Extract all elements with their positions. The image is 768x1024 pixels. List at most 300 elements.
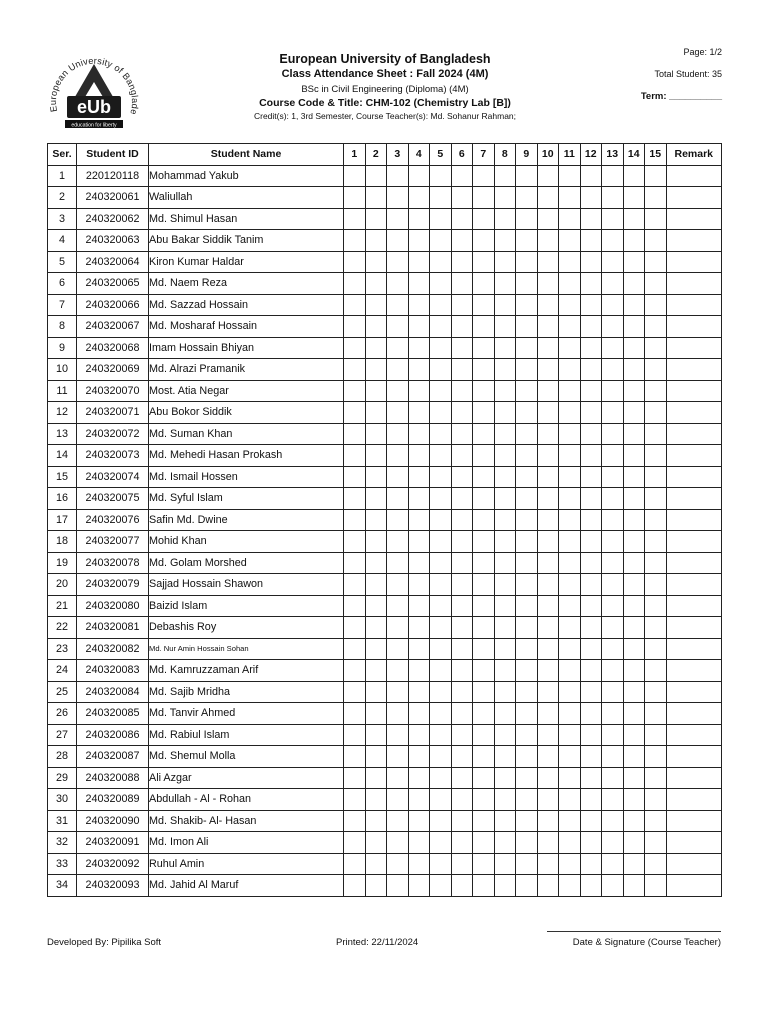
attendance-cell[interactable] — [623, 595, 645, 617]
attendance-cell[interactable] — [430, 466, 452, 488]
attendance-cell[interactable] — [473, 660, 495, 682]
attendance-cell[interactable] — [408, 187, 430, 209]
attendance-cell[interactable] — [473, 466, 495, 488]
attendance-cell[interactable] — [602, 466, 624, 488]
attendance-cell[interactable] — [602, 445, 624, 467]
attendance-cell[interactable] — [387, 789, 409, 811]
attendance-cell[interactable] — [387, 746, 409, 768]
attendance-cell[interactable] — [408, 810, 430, 832]
attendance-cell[interactable] — [623, 789, 645, 811]
attendance-cell[interactable] — [559, 703, 581, 725]
attendance-cell[interactable] — [430, 681, 452, 703]
attendance-cell[interactable] — [387, 187, 409, 209]
attendance-cell[interactable] — [516, 767, 538, 789]
attendance-cell[interactable] — [645, 316, 667, 338]
attendance-cell[interactable] — [430, 617, 452, 639]
attendance-cell[interactable] — [494, 810, 516, 832]
attendance-cell[interactable] — [559, 617, 581, 639]
attendance-cell[interactable] — [537, 337, 559, 359]
attendance-cell[interactable] — [537, 423, 559, 445]
attendance-cell[interactable] — [580, 445, 602, 467]
attendance-cell[interactable] — [580, 810, 602, 832]
attendance-cell[interactable] — [408, 832, 430, 854]
attendance-cell[interactable] — [623, 423, 645, 445]
attendance-cell[interactable] — [430, 552, 452, 574]
attendance-cell[interactable] — [494, 853, 516, 875]
attendance-cell[interactable] — [494, 402, 516, 424]
attendance-cell[interactable] — [451, 832, 473, 854]
attendance-cell[interactable] — [473, 359, 495, 381]
attendance-cell[interactable] — [559, 531, 581, 553]
attendance-cell[interactable] — [408, 445, 430, 467]
attendance-cell[interactable] — [494, 165, 516, 187]
attendance-cell[interactable] — [516, 574, 538, 596]
attendance-cell[interactable] — [494, 466, 516, 488]
attendance-cell[interactable] — [623, 681, 645, 703]
attendance-cell[interactable] — [516, 703, 538, 725]
attendance-cell[interactable] — [623, 853, 645, 875]
attendance-cell[interactable] — [430, 832, 452, 854]
attendance-cell[interactable] — [365, 703, 387, 725]
attendance-cell[interactable] — [365, 595, 387, 617]
attendance-cell[interactable] — [494, 832, 516, 854]
attendance-cell[interactable] — [387, 423, 409, 445]
attendance-cell[interactable] — [451, 316, 473, 338]
attendance-cell[interactable] — [430, 767, 452, 789]
remark-cell[interactable] — [666, 208, 722, 230]
attendance-cell[interactable] — [580, 337, 602, 359]
attendance-cell[interactable] — [623, 273, 645, 295]
attendance-cell[interactable] — [473, 208, 495, 230]
attendance-cell[interactable] — [602, 832, 624, 854]
attendance-cell[interactable] — [387, 359, 409, 381]
attendance-cell[interactable] — [494, 574, 516, 596]
remark-cell[interactable] — [666, 853, 722, 875]
attendance-cell[interactable] — [451, 638, 473, 660]
attendance-cell[interactable] — [365, 638, 387, 660]
attendance-cell[interactable] — [494, 509, 516, 531]
attendance-cell[interactable] — [430, 208, 452, 230]
attendance-cell[interactable] — [365, 746, 387, 768]
attendance-cell[interactable] — [559, 316, 581, 338]
remark-cell[interactable] — [666, 660, 722, 682]
attendance-cell[interactable] — [516, 832, 538, 854]
attendance-cell[interactable] — [473, 853, 495, 875]
attendance-cell[interactable] — [537, 230, 559, 252]
attendance-cell[interactable] — [602, 638, 624, 660]
attendance-cell[interactable] — [365, 273, 387, 295]
remark-cell[interactable] — [666, 617, 722, 639]
attendance-cell[interactable] — [451, 423, 473, 445]
attendance-cell[interactable] — [387, 832, 409, 854]
attendance-cell[interactable] — [537, 187, 559, 209]
attendance-cell[interactable] — [365, 789, 387, 811]
attendance-cell[interactable] — [623, 660, 645, 682]
attendance-cell[interactable] — [580, 165, 602, 187]
remark-cell[interactable] — [666, 423, 722, 445]
attendance-cell[interactable] — [602, 789, 624, 811]
attendance-cell[interactable] — [408, 746, 430, 768]
attendance-cell[interactable] — [430, 531, 452, 553]
attendance-cell[interactable] — [645, 660, 667, 682]
attendance-cell[interactable] — [580, 359, 602, 381]
attendance-cell[interactable] — [430, 230, 452, 252]
remark-cell[interactable] — [666, 359, 722, 381]
attendance-cell[interactable] — [645, 380, 667, 402]
attendance-cell[interactable] — [516, 595, 538, 617]
attendance-cell[interactable] — [645, 208, 667, 230]
attendance-cell[interactable] — [537, 638, 559, 660]
attendance-cell[interactable] — [580, 402, 602, 424]
attendance-cell[interactable] — [623, 810, 645, 832]
remark-cell[interactable] — [666, 810, 722, 832]
attendance-cell[interactable] — [494, 681, 516, 703]
remark-cell[interactable] — [666, 574, 722, 596]
attendance-cell[interactable] — [430, 638, 452, 660]
attendance-cell[interactable] — [516, 681, 538, 703]
attendance-cell[interactable] — [580, 531, 602, 553]
attendance-cell[interactable] — [494, 789, 516, 811]
attendance-cell[interactable] — [451, 466, 473, 488]
attendance-cell[interactable] — [387, 466, 409, 488]
attendance-cell[interactable] — [559, 466, 581, 488]
attendance-cell[interactable] — [516, 810, 538, 832]
attendance-cell[interactable] — [516, 208, 538, 230]
remark-cell[interactable] — [666, 316, 722, 338]
attendance-cell[interactable] — [451, 703, 473, 725]
attendance-cell[interactable] — [623, 380, 645, 402]
remark-cell[interactable] — [666, 875, 722, 897]
attendance-cell[interactable] — [473, 402, 495, 424]
attendance-cell[interactable] — [602, 359, 624, 381]
attendance-cell[interactable] — [344, 531, 366, 553]
attendance-cell[interactable] — [408, 208, 430, 230]
attendance-cell[interactable] — [537, 660, 559, 682]
attendance-cell[interactable] — [494, 552, 516, 574]
attendance-cell[interactable] — [365, 294, 387, 316]
remark-cell[interactable] — [666, 552, 722, 574]
attendance-cell[interactable] — [365, 423, 387, 445]
attendance-cell[interactable] — [344, 832, 366, 854]
attendance-cell[interactable] — [645, 230, 667, 252]
attendance-cell[interactable] — [430, 509, 452, 531]
attendance-cell[interactable] — [365, 832, 387, 854]
remark-cell[interactable] — [666, 187, 722, 209]
attendance-cell[interactable] — [387, 681, 409, 703]
attendance-cell[interactable] — [537, 767, 559, 789]
attendance-cell[interactable] — [344, 810, 366, 832]
attendance-cell[interactable] — [645, 853, 667, 875]
attendance-cell[interactable] — [387, 767, 409, 789]
attendance-cell[interactable] — [473, 531, 495, 553]
attendance-cell[interactable] — [580, 638, 602, 660]
attendance-cell[interactable] — [387, 703, 409, 725]
attendance-cell[interactable] — [580, 294, 602, 316]
attendance-cell[interactable] — [623, 251, 645, 273]
attendance-cell[interactable] — [516, 617, 538, 639]
attendance-cell[interactable] — [408, 703, 430, 725]
attendance-cell[interactable] — [365, 488, 387, 510]
attendance-cell[interactable] — [344, 466, 366, 488]
attendance-cell[interactable] — [602, 810, 624, 832]
attendance-cell[interactable] — [365, 337, 387, 359]
attendance-cell[interactable] — [344, 703, 366, 725]
attendance-cell[interactable] — [602, 617, 624, 639]
attendance-cell[interactable] — [537, 875, 559, 897]
attendance-cell[interactable] — [537, 810, 559, 832]
attendance-cell[interactable] — [559, 595, 581, 617]
attendance-cell[interactable] — [365, 574, 387, 596]
attendance-cell[interactable] — [516, 660, 538, 682]
attendance-cell[interactable] — [516, 402, 538, 424]
attendance-cell[interactable] — [387, 251, 409, 273]
attendance-cell[interactable] — [494, 380, 516, 402]
attendance-cell[interactable] — [580, 853, 602, 875]
attendance-cell[interactable] — [473, 875, 495, 897]
attendance-cell[interactable] — [494, 724, 516, 746]
attendance-cell[interactable] — [473, 488, 495, 510]
remark-cell[interactable] — [666, 380, 722, 402]
attendance-cell[interactable] — [473, 337, 495, 359]
attendance-cell[interactable] — [516, 380, 538, 402]
attendance-cell[interactable] — [623, 617, 645, 639]
attendance-cell[interactable] — [451, 488, 473, 510]
attendance-cell[interactable] — [602, 230, 624, 252]
attendance-cell[interactable] — [387, 380, 409, 402]
attendance-cell[interactable] — [494, 875, 516, 897]
attendance-cell[interactable] — [408, 488, 430, 510]
attendance-cell[interactable] — [494, 187, 516, 209]
attendance-cell[interactable] — [645, 187, 667, 209]
attendance-cell[interactable] — [494, 359, 516, 381]
attendance-cell[interactable] — [580, 273, 602, 295]
attendance-cell[interactable] — [602, 402, 624, 424]
attendance-cell[interactable] — [559, 552, 581, 574]
attendance-cell[interactable] — [344, 337, 366, 359]
attendance-cell[interactable] — [623, 746, 645, 768]
remark-cell[interactable] — [666, 488, 722, 510]
attendance-cell[interactable] — [559, 423, 581, 445]
attendance-cell[interactable] — [387, 638, 409, 660]
attendance-cell[interactable] — [408, 402, 430, 424]
attendance-cell[interactable] — [623, 445, 645, 467]
attendance-cell[interactable] — [344, 251, 366, 273]
attendance-cell[interactable] — [623, 767, 645, 789]
attendance-cell[interactable] — [645, 445, 667, 467]
attendance-cell[interactable] — [537, 832, 559, 854]
attendance-cell[interactable] — [602, 531, 624, 553]
attendance-cell[interactable] — [473, 810, 495, 832]
attendance-cell[interactable] — [516, 251, 538, 273]
remark-cell[interactable] — [666, 531, 722, 553]
attendance-cell[interactable] — [645, 681, 667, 703]
attendance-cell[interactable] — [494, 746, 516, 768]
attendance-cell[interactable] — [602, 552, 624, 574]
attendance-cell[interactable] — [365, 187, 387, 209]
attendance-cell[interactable] — [494, 638, 516, 660]
attendance-cell[interactable] — [387, 552, 409, 574]
attendance-cell[interactable] — [408, 853, 430, 875]
remark-cell[interactable] — [666, 251, 722, 273]
attendance-cell[interactable] — [537, 595, 559, 617]
attendance-cell[interactable] — [516, 853, 538, 875]
attendance-cell[interactable] — [344, 208, 366, 230]
attendance-cell[interactable] — [559, 789, 581, 811]
attendance-cell[interactable] — [537, 531, 559, 553]
attendance-cell[interactable] — [537, 724, 559, 746]
attendance-cell[interactable] — [430, 402, 452, 424]
attendance-cell[interactable] — [387, 488, 409, 510]
attendance-cell[interactable] — [344, 595, 366, 617]
attendance-cell[interactable] — [494, 767, 516, 789]
attendance-cell[interactable] — [408, 273, 430, 295]
remark-cell[interactable] — [666, 165, 722, 187]
attendance-cell[interactable] — [537, 402, 559, 424]
attendance-cell[interactable] — [537, 488, 559, 510]
attendance-cell[interactable] — [537, 251, 559, 273]
attendance-cell[interactable] — [559, 832, 581, 854]
attendance-cell[interactable] — [473, 230, 495, 252]
attendance-cell[interactable] — [344, 660, 366, 682]
attendance-cell[interactable] — [602, 337, 624, 359]
attendance-cell[interactable] — [408, 767, 430, 789]
attendance-cell[interactable] — [494, 531, 516, 553]
attendance-cell[interactable] — [430, 703, 452, 725]
attendance-cell[interactable] — [645, 466, 667, 488]
attendance-cell[interactable] — [451, 853, 473, 875]
attendance-cell[interactable] — [623, 359, 645, 381]
remark-cell[interactable] — [666, 445, 722, 467]
attendance-cell[interactable] — [494, 208, 516, 230]
attendance-cell[interactable] — [344, 789, 366, 811]
attendance-cell[interactable] — [602, 595, 624, 617]
attendance-cell[interactable] — [387, 875, 409, 897]
attendance-cell[interactable] — [559, 445, 581, 467]
attendance-cell[interactable] — [516, 294, 538, 316]
attendance-cell[interactable] — [559, 251, 581, 273]
attendance-cell[interactable] — [473, 552, 495, 574]
attendance-cell[interactable] — [344, 294, 366, 316]
attendance-cell[interactable] — [344, 445, 366, 467]
attendance-cell[interactable] — [623, 509, 645, 531]
attendance-cell[interactable] — [602, 294, 624, 316]
attendance-cell[interactable] — [430, 273, 452, 295]
attendance-cell[interactable] — [473, 681, 495, 703]
attendance-cell[interactable] — [559, 208, 581, 230]
attendance-cell[interactable] — [602, 273, 624, 295]
attendance-cell[interactable] — [580, 746, 602, 768]
attendance-cell[interactable] — [516, 165, 538, 187]
attendance-cell[interactable] — [602, 660, 624, 682]
attendance-cell[interactable] — [451, 273, 473, 295]
attendance-cell[interactable] — [408, 617, 430, 639]
attendance-cell[interactable] — [387, 660, 409, 682]
attendance-cell[interactable] — [451, 789, 473, 811]
attendance-cell[interactable] — [430, 746, 452, 768]
attendance-cell[interactable] — [516, 638, 538, 660]
remark-cell[interactable] — [666, 509, 722, 531]
attendance-cell[interactable] — [365, 445, 387, 467]
attendance-cell[interactable] — [408, 380, 430, 402]
attendance-cell[interactable] — [602, 509, 624, 531]
attendance-cell[interactable] — [623, 488, 645, 510]
remark-cell[interactable] — [666, 595, 722, 617]
attendance-cell[interactable] — [516, 875, 538, 897]
attendance-cell[interactable] — [602, 746, 624, 768]
attendance-cell[interactable] — [623, 875, 645, 897]
attendance-cell[interactable] — [494, 617, 516, 639]
attendance-cell[interactable] — [623, 187, 645, 209]
attendance-cell[interactable] — [365, 660, 387, 682]
remark-cell[interactable] — [666, 337, 722, 359]
attendance-cell[interactable] — [430, 294, 452, 316]
attendance-cell[interactable] — [473, 423, 495, 445]
attendance-cell[interactable] — [559, 294, 581, 316]
attendance-cell[interactable] — [645, 552, 667, 574]
attendance-cell[interactable] — [623, 724, 645, 746]
attendance-cell[interactable] — [387, 165, 409, 187]
attendance-cell[interactable] — [473, 165, 495, 187]
attendance-cell[interactable] — [365, 230, 387, 252]
attendance-cell[interactable] — [516, 445, 538, 467]
attendance-cell[interactable] — [365, 380, 387, 402]
attendance-cell[interactable] — [537, 703, 559, 725]
attendance-cell[interactable] — [537, 359, 559, 381]
attendance-cell[interactable] — [473, 380, 495, 402]
attendance-cell[interactable] — [516, 531, 538, 553]
attendance-cell[interactable] — [559, 767, 581, 789]
attendance-cell[interactable] — [408, 574, 430, 596]
attendance-cell[interactable] — [559, 853, 581, 875]
attendance-cell[interactable] — [645, 531, 667, 553]
attendance-cell[interactable] — [645, 789, 667, 811]
attendance-cell[interactable] — [387, 402, 409, 424]
attendance-cell[interactable] — [430, 488, 452, 510]
attendance-cell[interactable] — [580, 660, 602, 682]
attendance-cell[interactable] — [537, 316, 559, 338]
remark-cell[interactable] — [666, 402, 722, 424]
attendance-cell[interactable] — [430, 445, 452, 467]
attendance-cell[interactable] — [430, 853, 452, 875]
attendance-cell[interactable] — [580, 488, 602, 510]
attendance-cell[interactable] — [559, 509, 581, 531]
attendance-cell[interactable] — [645, 423, 667, 445]
attendance-cell[interactable] — [623, 230, 645, 252]
attendance-cell[interactable] — [494, 251, 516, 273]
attendance-cell[interactable] — [537, 165, 559, 187]
attendance-cell[interactable] — [516, 337, 538, 359]
attendance-cell[interactable] — [365, 402, 387, 424]
attendance-cell[interactable] — [408, 660, 430, 682]
attendance-cell[interactable] — [623, 832, 645, 854]
attendance-cell[interactable] — [623, 294, 645, 316]
attendance-cell[interactable] — [580, 574, 602, 596]
attendance-cell[interactable] — [537, 574, 559, 596]
attendance-cell[interactable] — [430, 789, 452, 811]
attendance-cell[interactable] — [344, 875, 366, 897]
attendance-cell[interactable] — [623, 703, 645, 725]
attendance-cell[interactable] — [580, 208, 602, 230]
attendance-cell[interactable] — [645, 488, 667, 510]
attendance-cell[interactable] — [602, 316, 624, 338]
attendance-cell[interactable] — [645, 595, 667, 617]
attendance-cell[interactable] — [430, 359, 452, 381]
attendance-cell[interactable] — [559, 574, 581, 596]
remark-cell[interactable] — [666, 466, 722, 488]
attendance-cell[interactable] — [580, 466, 602, 488]
attendance-cell[interactable] — [645, 337, 667, 359]
attendance-cell[interactable] — [559, 187, 581, 209]
